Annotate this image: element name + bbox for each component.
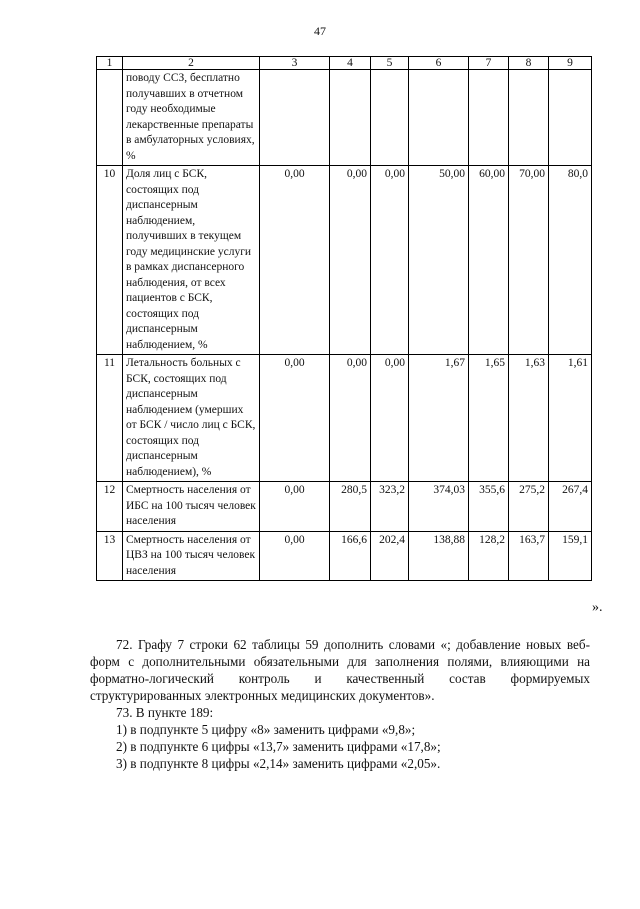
cell-value: 50,00 xyxy=(409,166,469,355)
cell-value: 0,00 xyxy=(260,482,330,532)
cell-value: 355,6 xyxy=(469,482,509,532)
indicator-name: Доля лиц с БСК, состоящих под диспансерным наблюдением, получивших в текущем году медицинские услуги в рамках диспансерного наблюдения, от всех пациентов с БСК, состоящих под диспансерным наблюдением, % xyxy=(123,166,260,355)
col-header: 2 xyxy=(123,57,260,70)
cell-value: 0,00 xyxy=(371,355,409,482)
closing-quote-mark: ». xyxy=(592,600,603,615)
cell-value: 159,1 xyxy=(549,531,592,581)
col-header: 1 xyxy=(97,57,123,70)
cell-value: 128,2 xyxy=(469,531,509,581)
col-header: 5 xyxy=(371,57,409,70)
cell-value xyxy=(371,70,409,166)
indicator-name: Смертность населения от ЦВЗ на 100 тысяч человек населения xyxy=(123,531,260,581)
cell-value: 275,2 xyxy=(509,482,549,532)
page-number: 47 xyxy=(314,24,326,38)
cell-value: 280,5 xyxy=(330,482,371,532)
indicator-name: поводу ССЗ, бесплатно получавших в отчетном году необходимые лекарственные препараты в амбулаторных условиях, % xyxy=(123,70,260,166)
list-item: 3) в подпункте 8 цифры «2,14» заменить цифрами «2,05». xyxy=(116,756,441,771)
cell-value: 1,63 xyxy=(509,355,549,482)
row-number: 10 xyxy=(97,166,123,355)
amendment-text xyxy=(90,636,590,772)
cell-value: 323,2 xyxy=(371,482,409,532)
cell-value: 80,0 xyxy=(549,166,592,355)
col-header: 9 xyxy=(549,57,592,70)
cell-value xyxy=(549,70,592,166)
paragraph-73: 73. В пункте 189: xyxy=(116,705,214,720)
cell-value xyxy=(509,70,549,166)
table-row xyxy=(97,70,592,166)
cell-value: 70,00 xyxy=(509,166,549,355)
cell-value: 166,6 xyxy=(330,531,371,581)
cell-value: 0,00 xyxy=(371,166,409,355)
table-header-row xyxy=(97,57,592,70)
cell-value: 0,00 xyxy=(260,166,330,355)
cell-value: 60,00 xyxy=(469,166,509,355)
col-header: 6 xyxy=(409,57,469,70)
indicator-name: Смертность населения от ИБС на 100 тысяч человек населения xyxy=(123,482,260,532)
cell-value: 0,00 xyxy=(260,355,330,482)
row-number xyxy=(97,70,123,166)
table-row xyxy=(97,531,592,581)
cell-value xyxy=(469,70,509,166)
cell-value: 374,03 xyxy=(409,482,469,532)
cell-value xyxy=(330,70,371,166)
cell-value: 1,67 xyxy=(409,355,469,482)
cell-value: 138,88 xyxy=(409,531,469,581)
cell-value xyxy=(409,70,469,166)
cell-value: 0,00 xyxy=(330,166,371,355)
table-row xyxy=(97,482,592,532)
list-item: 2) в подпункте 6 цифры «13,7» заменить цифрами «17,8»; xyxy=(116,739,441,754)
col-header: 7 xyxy=(469,57,509,70)
row-number: 12 xyxy=(97,482,123,532)
cell-value: 202,4 xyxy=(371,531,409,581)
cell-value: 0,00 xyxy=(330,355,371,482)
table-row xyxy=(97,355,592,482)
col-header: 8 xyxy=(509,57,549,70)
indicator-name: Летальность больных с БСК, состоящих под диспансерным наблюдением (умерших от БСК / число лиц с БСК, состоящих под диспансерным наблюдением), % xyxy=(123,355,260,482)
cell-value: 267,4 xyxy=(549,482,592,532)
list-item: 1) в подпункте 5 цифру «8» заменить цифрами «9,8»; xyxy=(116,722,416,737)
col-header: 4 xyxy=(330,57,371,70)
cell-value xyxy=(260,70,330,166)
cell-value: 0,00 xyxy=(260,531,330,581)
cell-value: 1,65 xyxy=(469,355,509,482)
cell-value: 163,7 xyxy=(509,531,549,581)
col-header: 3 xyxy=(260,57,330,70)
paragraph-72: 72. Графу 7 строки 62 таблицы 59 дополнить словами «; добавление новых веб-форм с дополнительными обязательными для заполнения полями, влияющими на форматно-логический контроль и качественный состав формируемых структурированных электронных медицинских документов». xyxy=(90,637,590,703)
row-number: 11 xyxy=(97,355,123,482)
indicators-table xyxy=(96,56,592,581)
cell-value: 1,61 xyxy=(549,355,592,482)
row-number: 13 xyxy=(97,531,123,581)
table-row xyxy=(97,166,592,355)
